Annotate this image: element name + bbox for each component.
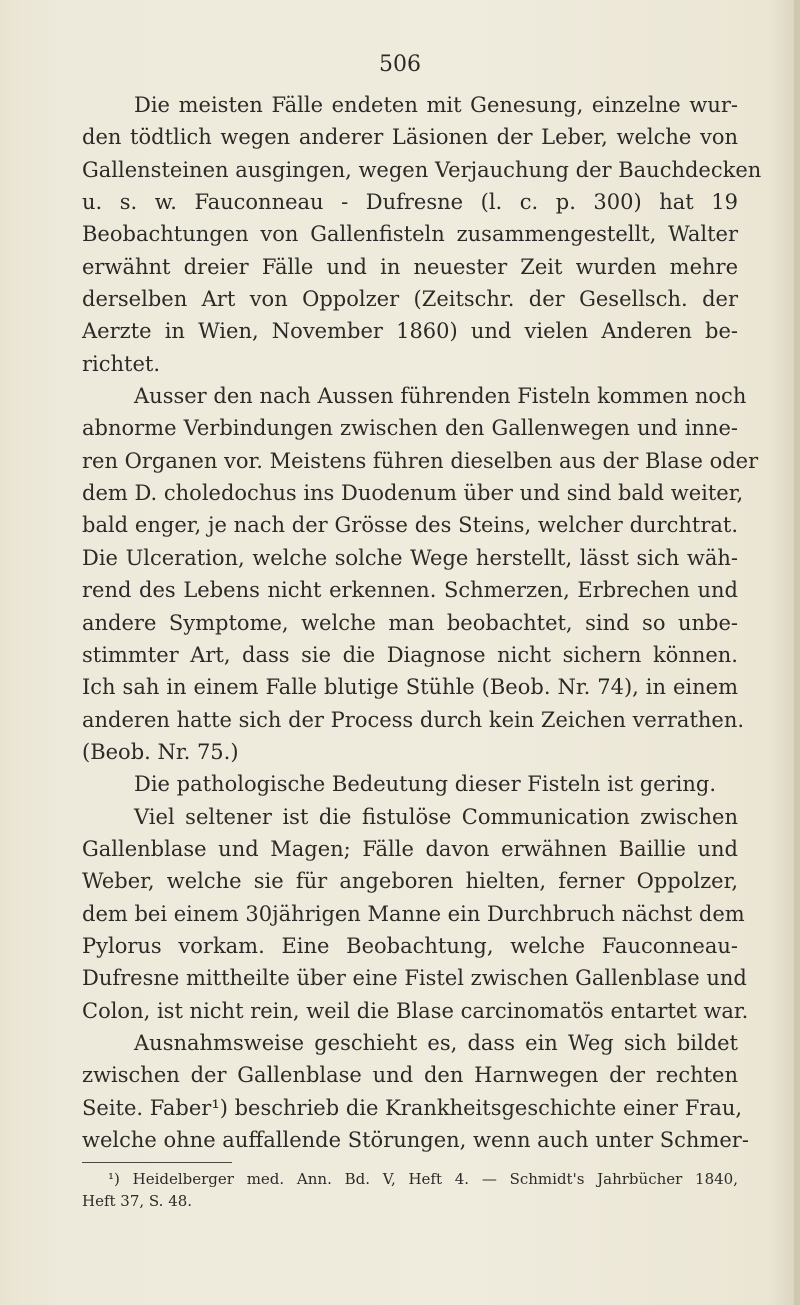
text-line: dem D. choledochus ins Duodenum über und sind bald weiter,	[82, 481, 744, 506]
text-line: Colon, ist nicht rein, weil die Blase carcinomatös entartet war.	[82, 998, 749, 1023]
text-line: Gallensteinen ausgingen, wegen Verjauchung der Bauchdecken	[82, 157, 762, 182]
text-line: Die pathologische Bedeutung dieser Fisteln ist gering.	[134, 772, 717, 797]
text-line: u. s. w. Fauconneau - Dufresne (l. c. p. 300) hat 19	[82, 190, 738, 215]
body-text	[82, 89, 762, 1156]
page-number: 506	[379, 52, 421, 77]
footnote-line: Heft 37, S. 48.	[82, 1192, 193, 1210]
text-line: bald enger, je nach der Grösse des Steins, welcher durchtrat.	[82, 513, 738, 538]
text-line: anderen hatte sich der Process durch kein Zeichen verrathen.	[82, 707, 745, 732]
text-line: Ich sah in einem Falle blutige Stühle (Beob. Nr. 74), in einem	[82, 675, 738, 700]
text-line: Ausnahmsweise geschieht es, dass ein Weg sich bildet	[134, 1030, 738, 1055]
text-line: dem bei einem 30jährigen Manne ein Durchbruch nächst dem	[82, 901, 745, 926]
page-edge	[794, 0, 800, 1305]
text-line: Gallenblase und Magen; Fälle davon erwähnen Baillie und	[82, 836, 738, 861]
text-line: den tödtlich wegen anderer Läsionen der Leber, welche von	[82, 125, 738, 150]
text-line: (Beob. Nr. 75.)	[82, 739, 239, 764]
text-line: zwischen der Gallenblase und den Harnwegen der rechten	[82, 1063, 738, 1088]
text-line: andere Symptome, welche man beobachtet, sind so unbe-	[82, 610, 738, 635]
text-line: Viel seltener ist die fistulöse Communication zwischen	[134, 804, 738, 829]
text-line: Ausser den nach Aussen führenden Fisteln kommen noch	[134, 384, 747, 409]
text-line: erwähnt dreier Fälle und in neuester Zeit wurden mehre	[82, 254, 738, 279]
text-line: Aerzte in Wien, November 1860) und vielen Anderen be-	[82, 319, 738, 344]
text-line: Die meisten Fälle endeten mit Genesung, einzelne wur-	[134, 93, 738, 117]
text-line: abnorme Verbindungen zwischen den Gallenwegen und inne-	[82, 416, 738, 441]
text-line: Beobachtungen von Gallenfisteln zusammengestellt, Walter	[82, 222, 738, 247]
footnote-line: ¹) Heidelberger med. Ann. Bd. V, Heft 4. — Schmidt's Jahrbücher 1840,	[108, 1170, 738, 1188]
text-line: Weber, welche sie für angeboren hielten, ferner Oppolzer,	[82, 869, 738, 894]
text-line: Dufresne mittheilte über eine Fistel zwischen Gallenblase und	[82, 966, 747, 991]
text-line: rend des Lebens nicht erkennen. Schmerzen, Erbrechen und	[82, 578, 738, 603]
footnote-rule	[82, 1162, 232, 1163]
text-line: welche ohne auffallende Störungen, wenn auch unter Schmer-	[82, 1128, 749, 1152]
text-line: Pylorus vorkam. Eine Beobachtung, welche Fauconneau-	[82, 933, 738, 958]
text-line: Die Ulceration, welche solche Wege herstellt, lässt sich wäh-	[82, 545, 738, 570]
text-line: richtet.	[82, 351, 161, 376]
text-line: derselben Art von Oppolzer (Zeitschr. der Gesellsch. der	[82, 287, 738, 312]
text-line: ren Organen vor. Meistens führen dieselben aus der Blase oder	[82, 448, 759, 473]
text-line: Seite. Faber¹) beschrieb die Krankheitsgeschichte einer Frau,	[82, 1095, 743, 1120]
text-line: stimmter Art, dass sie die Diagnose nicht sichern können.	[82, 642, 738, 667]
footnote	[82, 1168, 738, 1212]
